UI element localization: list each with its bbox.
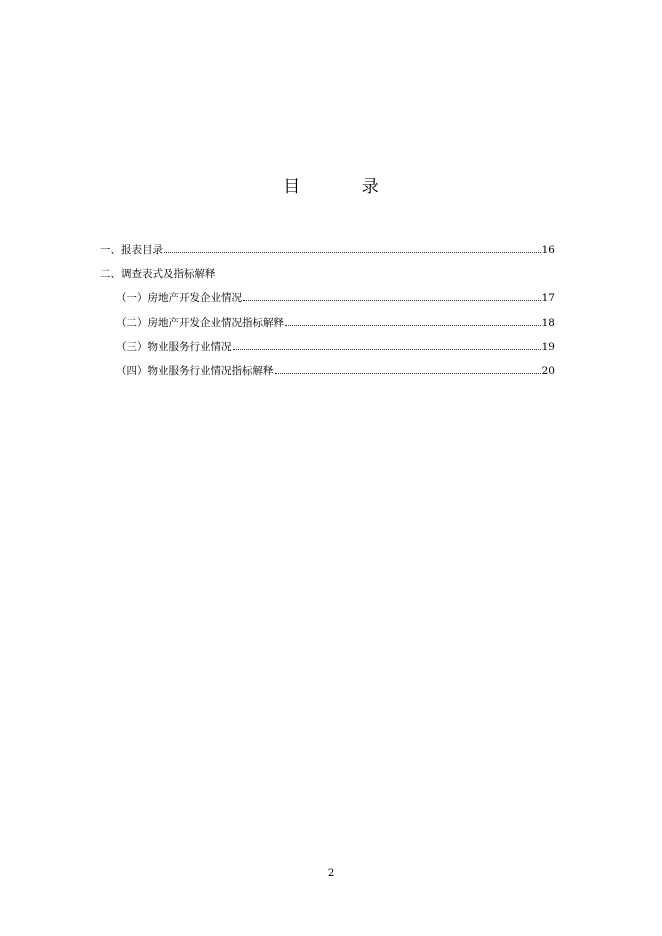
toc-entry-label: （一）房地产开发企业情况 — [116, 292, 242, 305]
toc-entry-page: 16 — [541, 244, 555, 256]
toc-entry-page: 19 — [541, 340, 555, 353]
page-title: 目 录 — [283, 177, 407, 197]
toc-entry-label: 二、调查表式及指标解释 — [100, 268, 216, 281]
toc-entry-page: 20 — [541, 364, 555, 377]
toc-entry-label: （二）房地产开发企业情况指标解释 — [116, 316, 284, 329]
toc-entry-page: 17 — [541, 292, 555, 305]
toc-entry-real-estate-dev[interactable] — [100, 286, 555, 310]
toc-entry-page: 18 — [541, 316, 555, 329]
toc-entry-label: （四）物业服务行业情况指标解释 — [116, 364, 274, 377]
toc-entry-report-catalog[interactable] — [100, 238, 555, 262]
toc-dot-leader — [164, 252, 541, 253]
toc-dot-leader — [233, 349, 541, 350]
table-of-contents — [100, 238, 555, 383]
toc-entry-real-estate-dev-notes[interactable] — [100, 311, 555, 335]
toc-dot-leader — [275, 373, 541, 374]
page-number: 2 — [327, 868, 335, 879]
toc-entry-survey-forms[interactable] — [100, 262, 555, 286]
toc-entry-property-service-notes[interactable] — [100, 359, 555, 383]
toc-dot-leader — [243, 300, 541, 301]
toc-entry-label: （三）物业服务行业情况 — [116, 340, 232, 353]
toc-entry-property-service[interactable] — [100, 335, 555, 359]
toc-entry-label: 一、报表目录 — [100, 244, 163, 256]
toc-dot-leader — [285, 325, 541, 326]
